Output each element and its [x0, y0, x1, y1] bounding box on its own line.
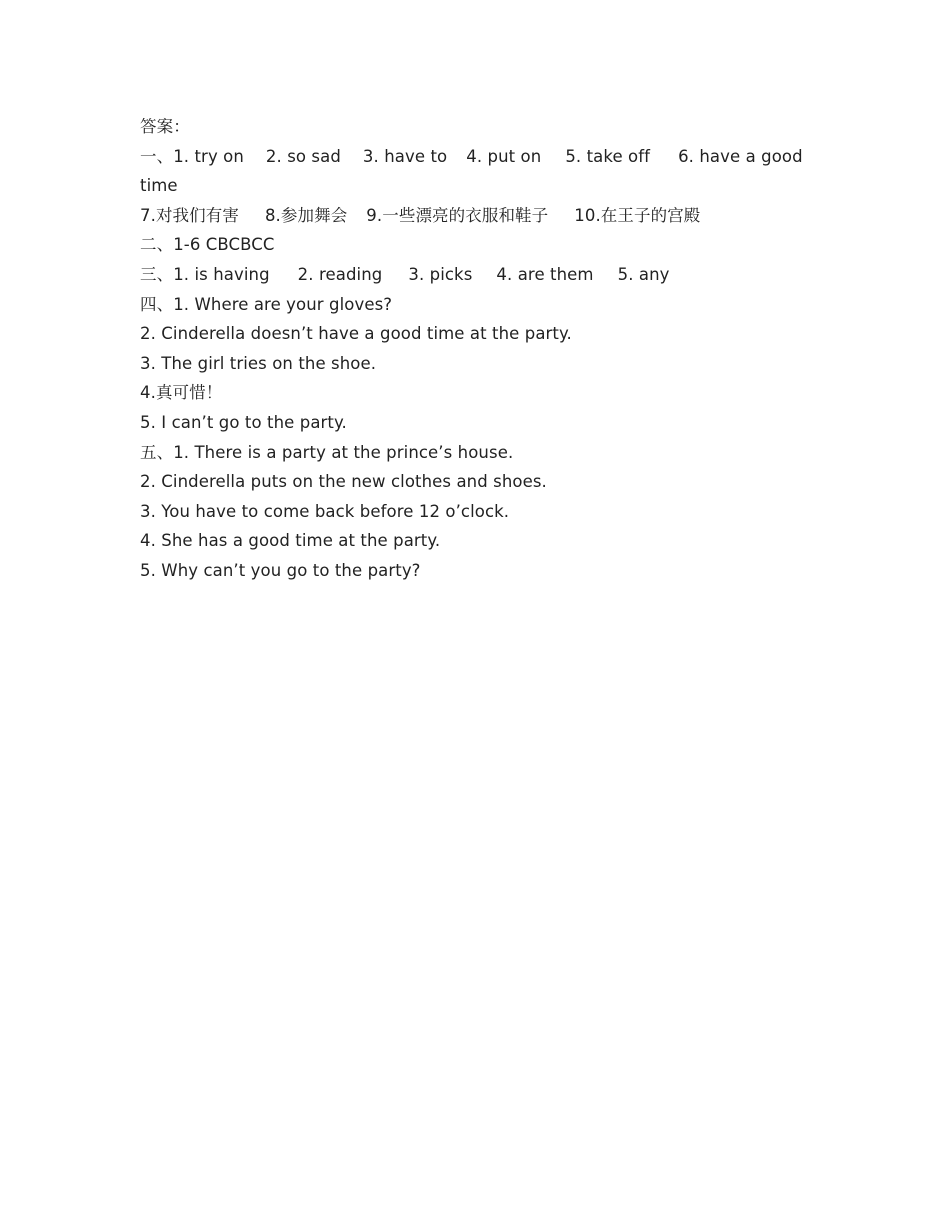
section-5-item-1: 1. There is a party at the prince’s house.	[173, 442, 514, 462]
section-3-prefix: 三、	[140, 264, 174, 284]
section-4-line-1	[140, 290, 820, 320]
section-5-item-2: 2. Cinderella puts on the new clothes and shoes.	[140, 472, 547, 492]
section-4-prefix: 四、	[140, 294, 174, 314]
section-5-item-5: 5. Why can’t you go to the party?	[140, 560, 421, 580]
section-1-item-8: 8.参加舞会	[264, 205, 348, 225]
section-5-item-3: 3. You have to come back before 12 o’clock.	[140, 501, 510, 521]
section-3-item-2: 2. reading	[297, 264, 383, 284]
section-1-item-3: 3. have to	[362, 146, 448, 166]
section-2-prefix: 二、	[140, 235, 174, 255]
section-1-item-4: 4. put on	[466, 146, 542, 166]
section-1-item-2: 2. so sad	[265, 146, 341, 166]
section-3-item-5: 5. any	[617, 264, 670, 284]
section-1-item-1: 1. try on	[173, 146, 244, 166]
section-4-item-3: 3. The girl tries on the shoe.	[140, 353, 377, 373]
section-1-item-5: 5. take off	[565, 146, 651, 166]
section-4-item-2: 2. Cinderella doesn’t have a good time at the party.	[140, 324, 572, 344]
section-2-line	[140, 230, 820, 260]
section-4-item-4: 4.真可惜！	[140, 383, 223, 403]
section-3-item-3: 3. picks	[408, 264, 473, 284]
section-4-item-5: 5. I can’t go to the party.	[140, 412, 347, 432]
section-1-line-3	[140, 201, 820, 231]
section-1-item-9: 9.一些漂亮的衣服和鞋子	[366, 205, 549, 225]
section-5-line-1	[140, 438, 820, 468]
section-4-item-1: 1. Where are your gloves?	[173, 294, 393, 314]
section-1-line-2: time	[140, 176, 178, 196]
section-1-line-1	[140, 142, 820, 172]
section-3-item-1: 1. is having	[173, 264, 270, 284]
section-3-item-4: 4. are them	[496, 264, 594, 284]
section-2-answers: 1-6 CBCBCC	[173, 235, 275, 255]
section-5-item-4: 4. She has a good time at the party.	[140, 531, 441, 551]
section-1-item-7: 7.对我们有害	[140, 205, 239, 225]
section-3-line	[140, 260, 820, 290]
section-5-prefix: 五、	[140, 442, 174, 462]
answer-key	[140, 112, 820, 586]
section-1-item-10: 10.在王子的宫殿	[574, 205, 701, 225]
section-1-item-6: 6. have a good	[678, 146, 803, 166]
section-1-prefix: 一、	[140, 146, 174, 166]
answer-heading: 答案：	[140, 117, 190, 136]
